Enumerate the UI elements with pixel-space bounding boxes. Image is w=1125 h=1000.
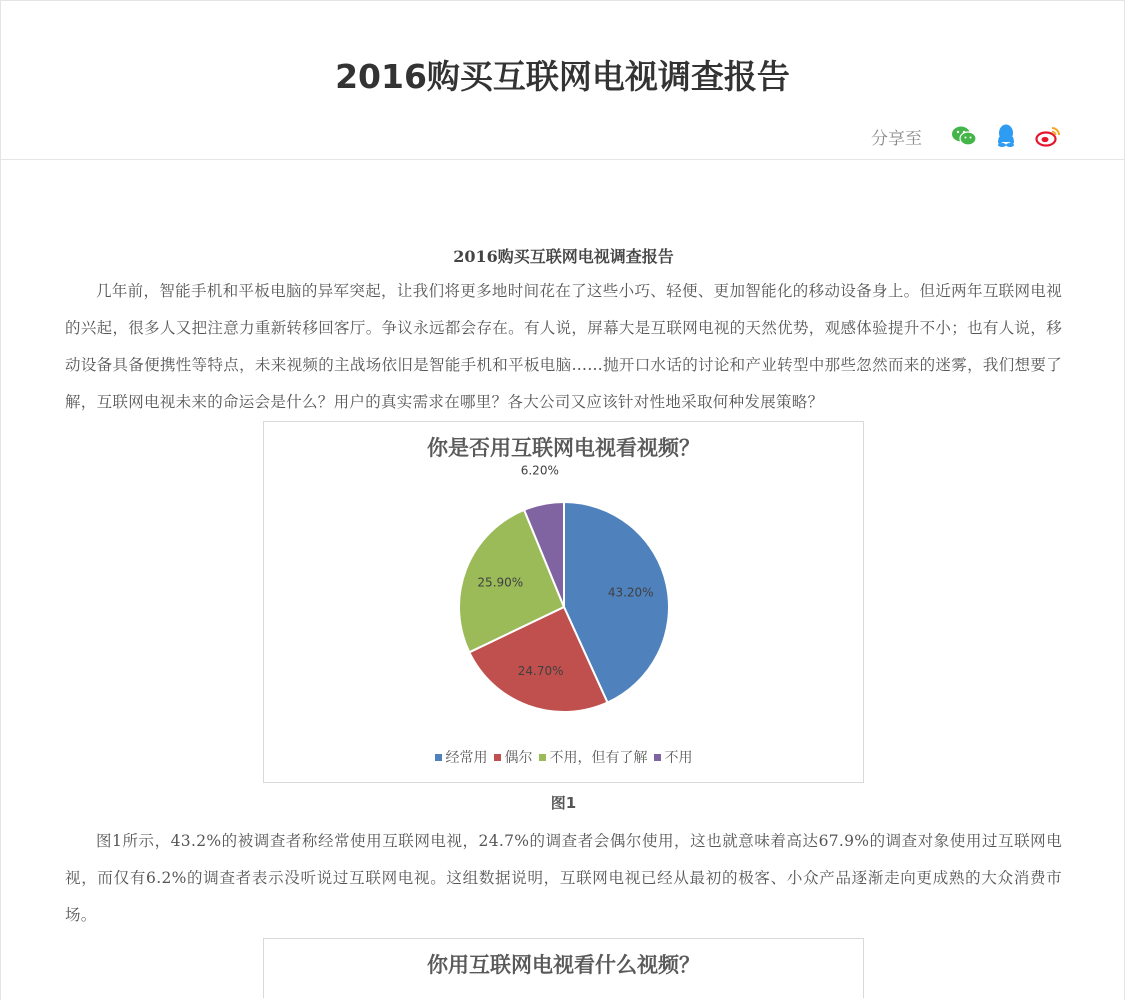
legend-label-1: 偶尔 — [504, 750, 533, 766]
pie-data-label-2: 25.90% — [477, 575, 524, 590]
legend-item-2 — [539, 747, 648, 767]
figure-caption: 图1 — [550, 794, 577, 812]
legend-label-0: 经常用 — [445, 750, 488, 766]
legend-label-3: 不用 — [664, 750, 693, 766]
pie-chart-figure — [263, 421, 864, 783]
legend-label-2: 不用，但有了解 — [549, 750, 648, 766]
share-bar — [871, 121, 1062, 151]
second-chart-figure — [263, 938, 864, 998]
share-label: 分享至 — [871, 128, 922, 149]
legend-item-3 — [654, 747, 693, 767]
intro-paragraph: 几年前，智能手机和平板电脑的异军突起，让我们将更多地时间花在了这些小巧、轻便、更加智能化的移动设备身上。但近两年互联网电视的兴起，很多人又把注意力重新转移回客厅。争议永远都会存在。有人说，屏幕大是互联网电视的天然优势，观感体验提升不小；也有人说，移动设备具备便携性等特点，未来视频的主战场依旧是智能手机和平板电脑……抛开口水话的讨论和产业转型中那些忽然而来的迷雾，我们想要了解，互联网电视未来的命运会是什么？用户的真实需求在哪里？各大公司又应该针对性地采取何种发展策略？ — [65, 282, 1062, 411]
pie-data-label-1: 24.70% — [517, 664, 564, 679]
article-header — [1, 1, 1124, 160]
legend-swatch-2 — [539, 754, 546, 761]
second-chart-title: 你用互联网电视看什么视频？ — [427, 952, 700, 977]
page-title: 2016购买互联网电视调查报告 — [335, 57, 790, 96]
pie-data-label-0: 43.20% — [607, 585, 654, 600]
article-heading: 2016购买互联网电视调查报告 — [453, 247, 674, 266]
pie-data-label-3: 6.20% — [520, 463, 559, 478]
weibo-icon[interactable] — [1034, 122, 1062, 150]
chart-legend — [264, 747, 863, 767]
legend-swatch-3 — [654, 754, 661, 761]
legend-swatch-0 — [435, 754, 442, 761]
qq-icon[interactable] — [992, 122, 1020, 150]
chart-title: 你是否用互联网电视看视频？ — [427, 435, 700, 460]
wechat-icon[interactable] — [950, 122, 978, 150]
legend-swatch-1 — [494, 754, 501, 761]
article-body — [65, 241, 1062, 998]
analysis-paragraph: 图1所示，43.2%的被调查者称经常使用互联网电视，24.7%的调查者会偶尔使用，这也就意味着高达67.9%的调查对象使用过互联网电视，而仅有6.2%的调查者表示没听说过互联网电视。这组数据说明，互联网电视已经从最初的极客、小众产品逐渐走向更成熟的大众消费市场。 — [65, 832, 1062, 924]
legend-item-1 — [494, 747, 533, 767]
legend-item-0 — [435, 747, 488, 767]
pie-chart — [264, 422, 865, 784]
